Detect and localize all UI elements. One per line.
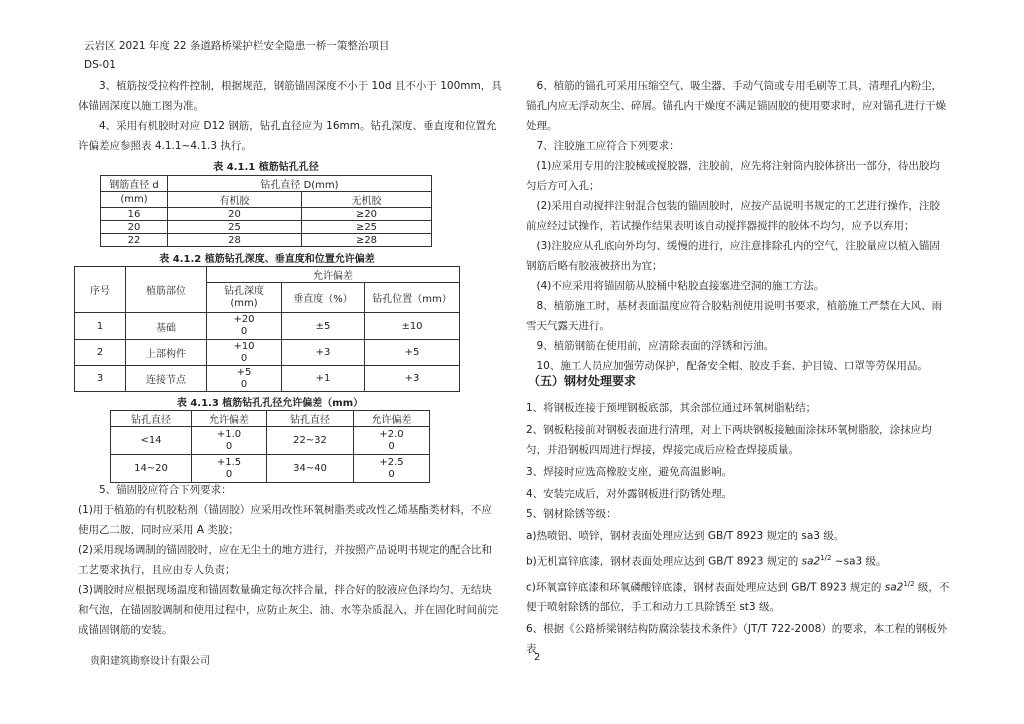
steel-item-1: 1、将钢板连接于预埋钢板底部，其余部位通过环氧树脂粘结； <box>526 402 817 414</box>
table-4-1-2-caption: 表 4.1.2 植筋钻孔深度、垂直度和位置允许偏差 <box>159 254 375 265</box>
document-header-title: 云岩区 2021 年度 22 条道路桥梁护栏安全隐患一桥一策整治项目 <box>84 40 390 52</box>
cell-depth <box>207 366 282 392</box>
paragraph-5: 5、锚固胶应符合下列要求： <box>99 484 232 496</box>
cell-allowance <box>192 455 267 483</box>
header-part: 植筋部位 <box>126 267 207 313</box>
header-depth <box>207 283 282 313</box>
table-row <box>75 313 460 340</box>
cell-organic: 20 <box>168 208 302 221</box>
footer-company: 贵阳建筑勘察设计有限公司 <box>90 656 210 667</box>
cell-verticality: +1 <box>282 366 365 392</box>
table-4-1-1 <box>100 175 432 247</box>
cell-allowance-upper: +1.5 <box>216 456 242 468</box>
header-no: 序号 <box>75 267 126 313</box>
table-4-1-3-caption: 表 4.1.3 植筋钻孔孔径允许偏差（mm） <box>176 398 364 409</box>
table-4-1-1-caption: 表 4.1.1 植筋钻孔孔径 <box>213 162 319 173</box>
steel-item-5c-text-end: 级，不便于喷射除锈的部位，手工和动力工具除锈至 st3 级。 <box>526 581 950 613</box>
table-row <box>111 427 430 455</box>
table-row <box>75 366 460 392</box>
steel-item-5c-text: c)环氧富锌底漆和环氧磷酸锌底漆，钢材表面处理应达到 GB/T 8923 规定的 <box>526 581 885 593</box>
paragraph-7-4: (4)不应采用将锚固筋从胶桶中粘胶直接塞进空洞的施工方法。 <box>536 280 825 292</box>
cell-depth-lower: 0 <box>240 326 248 337</box>
table-4-1-2 <box>74 266 460 392</box>
cell-diameter: <14 <box>111 427 192 455</box>
steel-item-6: 6、根据《公路桥梁钢结构防腐涂装技术条件》（JT/T 722-2008）的要求，本工程的钢板外表 <box>526 623 948 655</box>
cell-inorganic: ≥28 <box>302 234 432 247</box>
steel-grade-superscript: 1/2 <box>903 579 915 588</box>
header-hole-diameter-2: 钻孔直径 <box>267 411 354 427</box>
cell-depth-lower: 0 <box>240 352 248 364</box>
cell-d: 20 <box>101 221 168 234</box>
header-hole-diameter-1: 钻孔直径 <box>111 411 192 427</box>
steel-grade-superscript: 1/2 <box>820 554 832 562</box>
header-position: 钻孔位置（mm） <box>365 283 460 313</box>
header-allowance-1: 允许偏差 <box>192 411 267 427</box>
cell-depth-upper: +10 <box>233 340 255 352</box>
cell-allowance-lower: 0 <box>225 468 233 480</box>
cell-depth <box>207 340 282 366</box>
table-row <box>111 455 430 483</box>
cell-verticality: ±5 <box>282 313 365 340</box>
right-column <box>526 76 950 376</box>
cell-inorganic: ≥25 <box>302 221 432 234</box>
paragraph-5-3: (3)调胶时应根据现场温度和锚固数量确定每次拌合量，拌合好的胶液应色泽均匀、无结块和气泡，在锚固胶调制和使用过程中，应防止灰尘、油、水等杂质混入，并在固化时间前完成锚固钢筋的安装。 <box>78 584 498 636</box>
section-title-steel: （五）钢材处理要求 <box>528 374 637 388</box>
cell-allowance-lower: 0 <box>225 440 233 452</box>
steel-item-3: 3、焊接时应选高橡胶支座，避免高温影响。 <box>526 466 733 478</box>
cell-position: +5 <box>365 340 460 366</box>
cell-no: 3 <box>75 366 126 392</box>
header-inorganic: 无机胶 <box>302 192 432 208</box>
header-depth-unit: (mm) <box>230 297 258 309</box>
cell-organic: 25 <box>168 221 302 234</box>
paragraph-7-2: (2)采用自动搅拌注射混合包装的锚固胶时，应按产品说明书规定的工艺进行操作，注胶前应经过试操作，若试操作结果表明该自动搅拌器搅拌的胶体不均匀，应予以弃用； <box>526 200 940 232</box>
cell-depth-upper: +5 <box>236 366 252 378</box>
paragraph-6: 6、植筋的锚孔可采用压缩空气、吸尘器、手动气筒或专用毛刷等工具，清理孔内粉尘，锚孔内应无浮动灰尘、碎屑。锚孔内干燥度不满足锚固胶的使用要求时，应对锚孔进行干燥处理。 <box>526 80 946 132</box>
header-verticality: 垂直度（%） <box>282 283 365 313</box>
cell-allowance-lower: 0 <box>388 468 395 480</box>
header-diameter: 钢筋直径 d <box>101 176 168 192</box>
paragraph-7-1: (1)应采用专用的注胶械或搅胶器，注胶前，应先将注射筒内胶体挤出一部分，待出胶均匀后方可入孔； <box>526 160 940 192</box>
cell-verticality: +3 <box>282 340 365 366</box>
steel-item-5: 5、钢材除锈等级： <box>526 508 617 520</box>
paragraph-9: 9、植筋钢筋在使用前，应清除表面的浮锈和污油。 <box>536 340 775 352</box>
paragraph-5-2: (2)采用现场调制的锚固胶时，应在无尘土的地方进行，并按照产品说明书规定的配合比和工艺要求执行，且应由专人负责； <box>78 544 492 576</box>
cell-allowance-upper: +1.0 <box>216 428 242 440</box>
cell-no: 1 <box>75 313 126 340</box>
cell-diameter: 14~20 <box>111 455 192 483</box>
cell-allowance-upper: +2.5 <box>379 456 404 468</box>
steel-grade: sa2 <box>884 581 904 593</box>
table-row <box>101 221 432 234</box>
cell-allowance-lower: 0 <box>388 440 395 452</box>
cell-allowance <box>354 427 430 455</box>
cell-part: 基础 <box>126 313 207 340</box>
document-code: DS-01 <box>84 59 116 71</box>
steel-item-5b-text: b)无机富锌底漆，钢材表面处理应达到 GB/T 8923 规定的 <box>526 555 802 568</box>
cell-depth-upper: +20 <box>233 314 255 325</box>
paragraph-10: 10、施工人员应加强劳动保护，配备安全帽、胶皮手套、护目镜、口罩等劳保用品。 <box>536 360 928 372</box>
left-column-lower <box>78 480 502 640</box>
paragraph-8: 8、植筋施工时，基材表面温度应符合胶粘剂使用说明书要求，植筋施工严禁在大风、雨雪天气露天进行。 <box>526 300 943 332</box>
header-unit: (mm) <box>101 192 168 208</box>
table-row <box>101 208 432 221</box>
cell-diameter: 34~40 <box>267 455 354 483</box>
left-column <box>78 76 502 156</box>
header-allowance-2: 允许偏差 <box>354 411 430 427</box>
cell-position: ±10 <box>365 313 460 340</box>
table-4-1-3 <box>110 410 430 483</box>
paragraph-5-1: (1)用于植筋的有机胶粘剂（锚固胶）应采用改性环氧树脂类或改性乙烯基酯类材料，不应使用乙二胺，同时应采用 A 类胶； <box>78 504 492 536</box>
paragraph-7: 7、注胶施工应符合下列要求： <box>536 140 680 152</box>
steel-grade: sa2 <box>801 555 821 568</box>
cell-organic: 28 <box>168 234 302 247</box>
cell-d: 22 <box>101 234 168 247</box>
cell-allowance-upper: +2.0 <box>379 428 404 440</box>
cell-allowance <box>354 455 430 483</box>
cell-d: 16 <box>101 208 168 221</box>
cell-no: 2 <box>75 340 126 366</box>
steel-item-5a: a)热喷铝、喷锌，钢材表面处理应达到 GB/T 8923 规定的 sa3 级。 <box>526 530 845 542</box>
steel-item-4: 4、安装完成后，对外露钢板进行防锈处理。 <box>526 488 733 500</box>
paragraph-4: 4、采用有机胶时对应 D12 钢筋，钻孔直径应为 16mm。钻孔深度、垂直度和位置允许偏差应参照表 4.1.1~4.1.3 执行。 <box>78 120 497 152</box>
steel-item-5b <box>526 548 950 572</box>
table-row <box>101 234 432 247</box>
steel-item-5b-text-end: ~sa3 级。 <box>831 555 887 568</box>
table-row <box>75 340 460 366</box>
cell-part: 连接节点 <box>126 366 207 392</box>
header-allowance: 允许偏差 <box>207 267 460 283</box>
right-column-lower <box>526 398 950 659</box>
cell-position: +3 <box>365 366 460 392</box>
cell-inorganic: ≥20 <box>302 208 432 221</box>
paragraph-7-3: (3)注胶应从孔底向外均匀、缓慢的进行，应注意排除孔内的空气，注胶量应以植入锚固钢筋后略有胶液被挤出为宜； <box>526 240 940 272</box>
paragraph-3: 3、植筋按受拉构件控制，根据规范，钢筋锚固深度不小于 10d 且不小于 100mm，具体锚固深度以施工图为准。 <box>78 80 502 112</box>
cell-part: 上部构件 <box>126 340 207 366</box>
cell-depth-lower: 0 <box>240 378 248 390</box>
steel-item-2: 2、钢板粘接前对钢板表面进行清理，对上下两块钢板接触面涂抹环氧树脂胶，涂抹应均匀，并沿钢板四周进行焊接，焊接完成后应检查焊接质量。 <box>526 424 932 456</box>
cell-allowance <box>192 427 267 455</box>
header-hole-diameter: 钻孔直径 D(mm) <box>168 176 432 192</box>
cell-diameter: 22~32 <box>267 427 354 455</box>
steel-item-5c <box>526 574 950 618</box>
header-organic: 有机胶 <box>168 192 302 208</box>
header-depth-label: 钻孔深度 <box>224 285 264 297</box>
page-number: 2 <box>534 652 541 663</box>
cell-depth <box>207 313 282 340</box>
